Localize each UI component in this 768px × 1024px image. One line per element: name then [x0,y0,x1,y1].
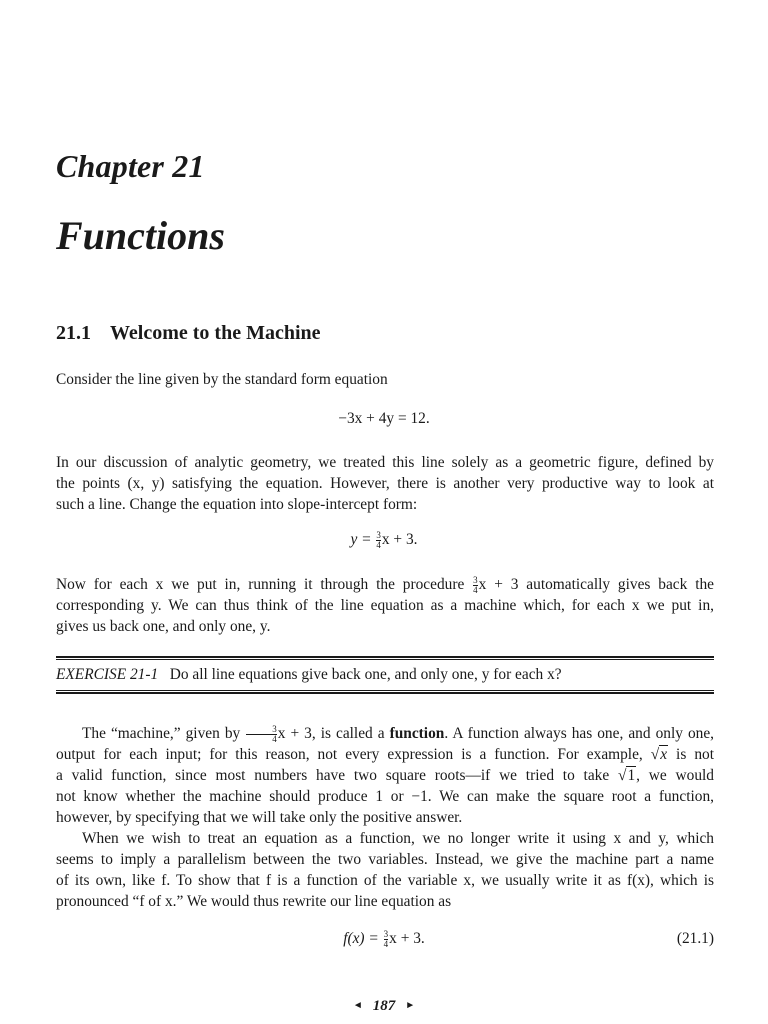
paragraph-line: In our discussion of analytic geometry, we treated this line solely as a geometric figure, defined by [56,454,714,471]
fraction-denominator: 4 [383,939,389,949]
paragraph-line: not know whether the machine should produce 1 or −1. We can make the square root a function, [56,788,714,805]
sqrt-radicand: 1 [627,767,636,784]
text-run: . A function always has one, and only one, [444,725,715,742]
chapter-title: Functions [56,213,225,258]
sqrt-expression: √1 [617,767,636,784]
text-run: output for each input; for this reason, not every expression is a function. For example, [56,746,651,763]
text-run: x + 3, is called a [277,725,390,742]
paragraph-line: of its own, like f. To show that f is a function of the variable x, we usually write it as f(x), which is [56,872,714,889]
paragraph-line: When we wish to treat an equation as a function, we no longer write it using x and y, which [82,830,714,847]
paragraph-text: Consider the line given by the standard form equation [56,371,388,388]
page-number: 187 [372,998,396,1014]
paragraph-line: pronounced “f of x.” We would thus rewrite our line equation as [56,893,452,910]
text-run: x + 3 automatically gives back the [478,576,714,593]
equation-standard-form [0,410,768,428]
exercise-text: Do all line equations give back one, and only one, y for each x? [169,666,562,683]
fraction [384,930,389,949]
sqrt-expression: √x [650,746,668,763]
fraction [473,576,478,595]
exercise-top-rule-thin [56,659,714,660]
exercise-label: EXERCISE 21-1 [56,666,159,683]
triangle-left-icon: ◄ [352,1000,363,1011]
text-run: , we would [636,767,714,784]
fraction-numerator: 3 [383,929,389,939]
paragraph-line: such a line. Change the equation into slope-intercept form: [56,496,418,513]
fraction [246,725,277,744]
equation-rhs: x + 3. [381,531,418,549]
fraction-numerator: 3 [473,574,478,585]
paragraph-procedure [56,574,714,637]
bold-term: function [389,725,445,742]
fraction-numerator: 3 [376,530,381,540]
paragraph-function-notation [56,828,714,912]
equation-lhs: f(x) = [343,930,383,948]
page-footer [0,998,768,1015]
chapter-label: Chapter 21 [56,148,205,184]
paragraph-line [56,765,714,786]
text-run: The “machine,” given by [82,725,246,742]
equation-slope-intercept [0,531,768,550]
text-run: is not [668,746,714,763]
paragraph-line: corresponding y. We can thus think of the line equation as a machine which, for each x we put in, [56,597,714,614]
exercise-top-rule [56,656,714,658]
sqrt-radicand: x [660,746,668,763]
text-run: a valid function, since most numbers have two square roots—if we tried to take [56,767,618,784]
equation-text: −3x + 4y = 12. [338,410,430,427]
paragraph-line [56,574,714,595]
fraction-denominator: 4 [246,734,277,744]
paragraph-line: however, by specifying that we will take only the positive answer. [56,809,463,826]
paragraph-line: the points (x, y) satisfying the equation. However, there is another very productive way to look at [56,475,714,492]
paragraph-line [56,723,714,744]
section-heading [56,322,321,345]
paragraph-line: seems to imply a parallelism between the two variables. Instead, we give the machine part a name [56,851,714,868]
fraction-denominator: 4 [473,584,478,595]
paragraph-analytic-geometry [56,452,714,515]
exercise-bottom-rule-thin [56,690,714,691]
text-run: Now for each x we put in, running it through the procedure [56,576,473,593]
paragraph-function-definition [56,723,714,828]
equation-lhs: y = [350,531,376,549]
paragraph-intro [56,369,714,390]
fraction-numerator: 3 [272,723,277,734]
paragraph-line: gives us back one, and only one, y. [56,618,271,635]
equation-number: (21.1) [676,930,714,947]
equation-rhs: x + 3. [389,930,425,948]
fraction [376,531,381,550]
exercise-bottom-rule [56,692,714,694]
fraction-denominator: 4 [376,540,381,550]
section-title: Welcome to the Machine [110,322,321,344]
paragraph-line [56,744,714,765]
section-number: 21.1 [56,322,91,344]
triangle-right-icon: ► [405,1000,416,1011]
exercise-box [56,666,714,684]
equation-function-form [0,930,768,949]
